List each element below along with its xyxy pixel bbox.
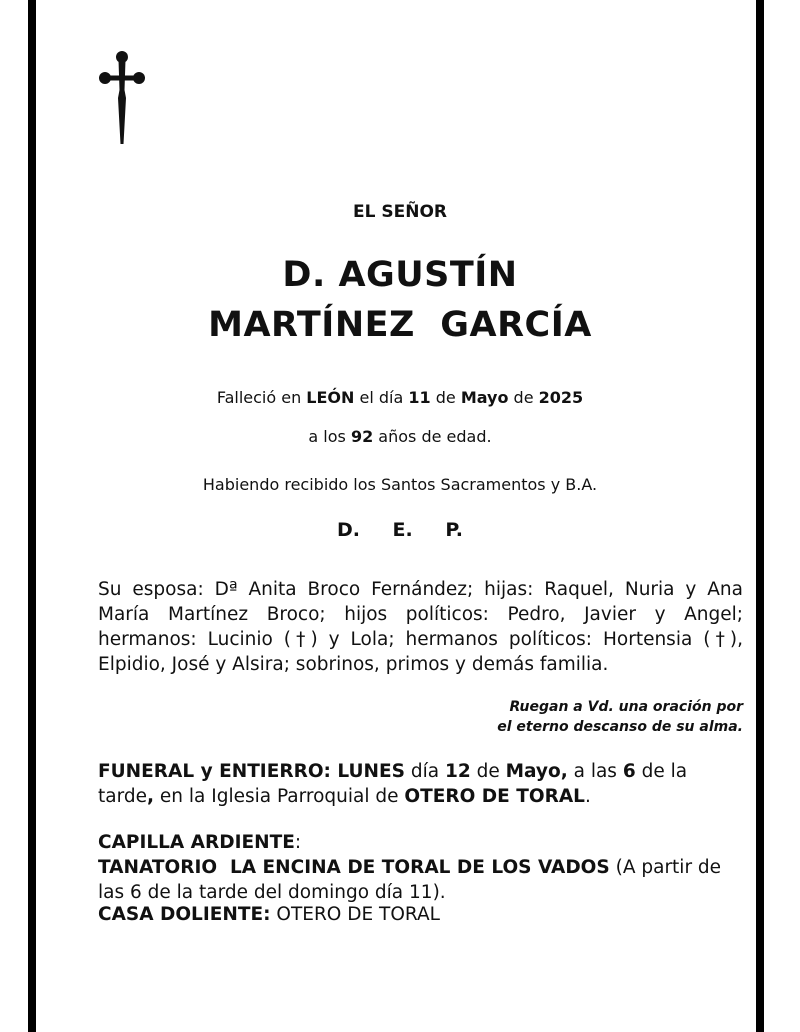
death-text-4: de: [508, 388, 539, 407]
prayer-line-1: Ruegan a Vd. una oración por: [509, 699, 743, 715]
capilla-note: (A partir de las 6 de la tarde del domingo día 11).: [98, 857, 722, 903]
honorific: EL SEÑOR: [353, 202, 447, 222]
age-years: 92: [350, 427, 374, 446]
funeral-hour: 6: [622, 761, 636, 782]
dep-line: D. E. P.: [336, 519, 464, 541]
death-line: [36, 388, 764, 407]
deceased-name: [36, 250, 764, 350]
casa-info: [98, 902, 748, 927]
funeral-month: Mayo,: [505, 761, 568, 782]
funeral-text-4: de la tarde: [98, 761, 688, 807]
capilla-place: TANATORIO LA ENCINA DE TORAL DE LOS VADOS: [98, 857, 610, 878]
death-day: 11: [408, 388, 431, 407]
capilla-info: [98, 830, 748, 905]
funeral-day: 12: [444, 761, 471, 782]
casa-label: CASA DOLIENTE:: [98, 904, 271, 925]
cross-icon: [98, 50, 146, 146]
death-month: Mayo: [460, 388, 509, 407]
funeral-text-2: de: [470, 761, 506, 782]
funeral-place: OTERO DE TORAL: [404, 786, 585, 807]
death-place: LEÓN: [306, 388, 355, 407]
death-text-3: de: [430, 388, 461, 407]
prayer-request: [98, 697, 743, 737]
funeral-text-5: en la Iglesia Parroquial de: [154, 786, 405, 807]
funeral-info: [98, 759, 748, 809]
death-text-1: Falleció en: [216, 388, 307, 407]
capilla-colon: :: [294, 832, 302, 853]
prayer-line-2: el eterno descanso de su alma.: [497, 719, 743, 735]
age-suffix: años de edad.: [373, 427, 492, 446]
death-text-2: el día: [354, 388, 409, 407]
funeral-text-6: .: [584, 786, 591, 807]
family-paragraph: Su esposa: Dª Anita Broco Fernández; hijas: Raquel, Nuria y Ana María Martínez Broco; hijos políticos: Pedro, Javier y Angel; hermanos: Lucinio (†) y Lola; hermanos políticos: Hortensia (†), Elpidio, José y Alsira; sobrinos, primos y demás familia.: [98, 579, 743, 675]
funeral-text-1: día: [404, 761, 445, 782]
funeral-label: FUNERAL y ENTIERRO: LUNES: [98, 761, 405, 782]
capilla-label: CAPILLA ARDIENTE: [98, 832, 295, 853]
death-year: 2025: [538, 388, 584, 407]
name-line-1: D. AGUSTÍN: [282, 255, 518, 295]
casa-place: OTERO DE TORAL: [270, 904, 440, 925]
age-prefix: a los: [308, 427, 351, 446]
sacraments-line: Habiendo recibido los Santos Sacramentos y B.A.: [202, 475, 598, 494]
name-line-2: MARTÍNEZ GARCÍA: [208, 305, 592, 345]
age-line: [36, 427, 764, 446]
funeral-text-3: a las: [567, 761, 623, 782]
funeral-comma: ,: [147, 786, 155, 807]
